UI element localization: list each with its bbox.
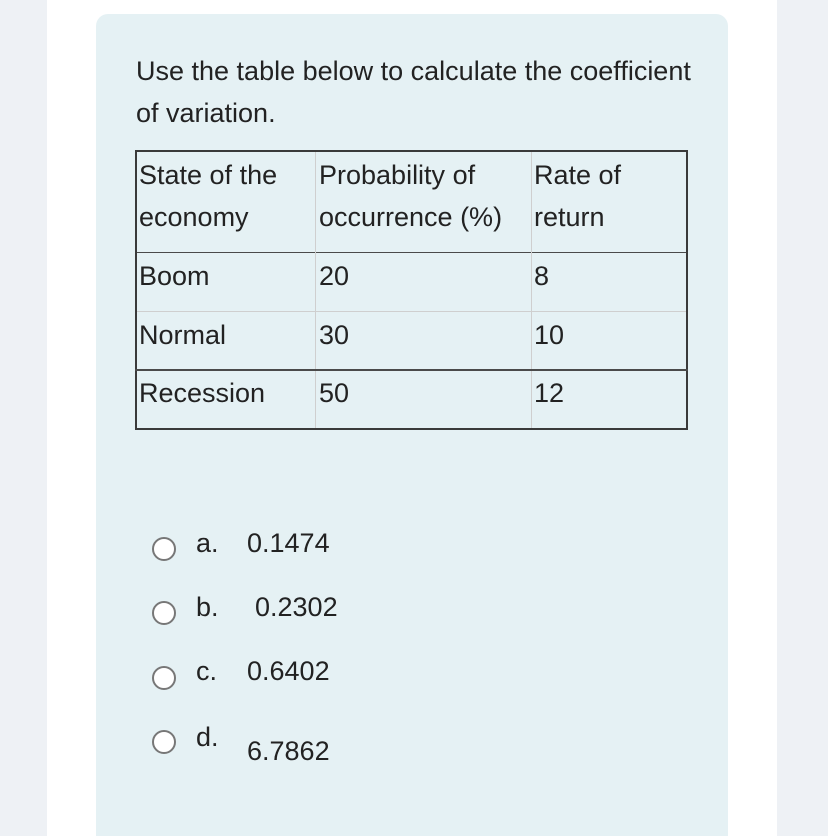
option-c-letter: c. xyxy=(196,656,218,686)
header-probability: Probability of occurrence (%) xyxy=(316,151,532,252)
radio-option-d[interactable] xyxy=(152,730,176,754)
cell-return: 12 xyxy=(532,370,688,429)
option-c-value: 0.6402 xyxy=(247,656,330,686)
option-d[interactable] xyxy=(150,722,370,782)
question-text: Use the table below to calculate the coefficient of variation. xyxy=(136,56,691,128)
table-row xyxy=(136,311,687,370)
radio-option-c[interactable] xyxy=(152,666,176,690)
cell-return: 8 xyxy=(532,252,688,311)
radio-option-b[interactable] xyxy=(152,601,176,625)
option-a-value: 0.1474 xyxy=(247,528,330,558)
cell-return: 10 xyxy=(532,311,688,370)
data-table xyxy=(135,150,688,430)
option-d-letter: d. xyxy=(196,722,219,752)
cell-state: Boom xyxy=(136,252,316,311)
option-a[interactable] xyxy=(150,528,370,568)
option-b-value: 0.2302 xyxy=(255,592,338,622)
table-header-row xyxy=(136,151,687,252)
cell-state: Recession xyxy=(136,370,316,429)
option-a-letter: a. xyxy=(196,528,219,558)
cell-probability: 30 xyxy=(316,311,532,370)
option-b[interactable] xyxy=(150,592,370,632)
table-row xyxy=(136,252,687,311)
header-return: Rate of return xyxy=(532,151,688,252)
cell-probability: 50 xyxy=(316,370,532,429)
radio-option-a[interactable] xyxy=(152,537,176,561)
cell-probability: 20 xyxy=(316,252,532,311)
option-d-value: 6.7862 xyxy=(247,736,330,766)
option-c[interactable] xyxy=(150,656,370,696)
table-row xyxy=(136,370,687,429)
cell-state: Normal xyxy=(136,311,316,370)
option-b-letter: b. xyxy=(196,592,219,622)
header-state: State of the economy xyxy=(139,160,278,232)
